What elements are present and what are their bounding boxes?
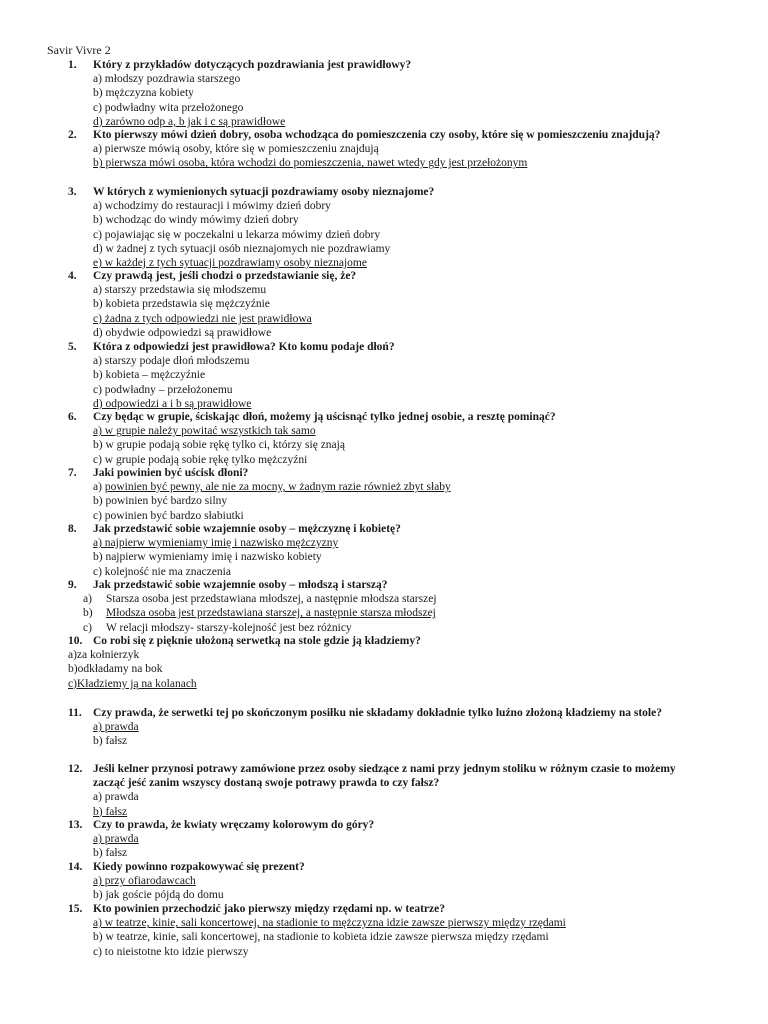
answer-option: a) pierwsze mówią osoby, które się w pomieszczeniu znajdują (93, 143, 379, 156)
question-text: Czy to prawda, że kwiaty wręczamy kolorowym do góry? (93, 819, 375, 831)
document-title: Savir Vivre 2 (47, 43, 111, 57)
question-text: Kto powinien przechodzić jako pierwszy między rzędami np. w teatrze? (93, 903, 445, 915)
question-14 (0, 860, 768, 903)
correct-answer-option: b) fałsz (93, 805, 128, 818)
question-text: Który z przykładów dotyczących pozdrawiania jest prawidłowy? (93, 59, 412, 71)
answer-option: b)odkładamy na bok (68, 663, 163, 676)
question-number: 7. (68, 467, 77, 479)
answer-option: b) w teatrze, kinie, sali koncertowej, na stadionie to kobieta idzie zawsze pierwsza między rzędami (93, 931, 549, 944)
question-9 (0, 578, 768, 635)
answer-option: d) w żadnej z tych sytuacji osób nieznajomych nie pozdrawiamy (93, 242, 391, 255)
correct-answer-option: d) odpowiedzi a i b są prawidłowe (93, 397, 252, 410)
answer-option: c) powinien być bardzo słabiutki (93, 509, 244, 522)
question-number: 4. (68, 270, 77, 282)
correct-answer-option: c)Kładziemy ją na kolanach (68, 677, 197, 690)
answer-option: b) fałsz (93, 847, 128, 860)
question-15 (0, 902, 768, 959)
answer-option: b) kobieta przedstawia się mężczyźnie (93, 298, 270, 311)
answer-option: a) prawda (93, 791, 139, 804)
question-number: 14. (68, 861, 83, 873)
answer-option: d) obydwie odpowiedzi są prawidłowe (93, 326, 272, 339)
correct-answer-option: e) w każdej z tych sytuacji pozdrawiamy osoby nieznajome (93, 257, 367, 270)
question-13 (0, 818, 768, 861)
correct-answer-option: a) przy ofiarodawcach (93, 875, 196, 888)
correct-answer-option: b) pierwsza mówi osoba, która wchodzi do pomieszczenia, nawet wtedy gdy jest przełożonym (93, 157, 528, 170)
answer-option: a) starszy podaje dłoń młodszemu (93, 355, 250, 368)
question-text: Która z odpowiedzi jest prawidłowa? Kto komu podaje dłoń? (93, 341, 395, 353)
question-text: Jak przedstawić sobie wzajemnie osoby – mężczyznę i kobietę? (93, 523, 401, 535)
answer-option: c) W relacji młodszy- starszy-kolejność jest bez różnicy (83, 621, 352, 634)
answer-option: b) jak goście pójdą do domu (93, 889, 224, 902)
question-number: 3. (68, 186, 77, 198)
question-number: 11. (68, 707, 82, 719)
question-text: Jak przedstawić sobie wzajemnie osoby – młodszą i starszą? (93, 579, 388, 591)
answer-option: b) najpierw wymieniamy imię i nazwisko kobiety (93, 551, 322, 564)
answer-option: a) wchodzimy do restauracji i mówimy dzień dobry (93, 200, 331, 213)
answer-option: b) fałsz (93, 735, 128, 748)
answer-option: b) wchodząc do windy mówimy dzień dobry (93, 214, 299, 227)
answer-option: a) Starsza osoba jest przedstawiana młodszej, a następnie młodsza starszej (83, 593, 437, 606)
question-4 (0, 269, 768, 340)
correct-answer-option: a) prawda (93, 833, 139, 846)
answer-option: c) podwładny – przełożonemu (93, 383, 233, 396)
question-2 (0, 128, 768, 171)
answer-option: c) pojawiając się w poczekalni u lekarza mówimy dzień dobry (93, 228, 381, 241)
question-7 (0, 466, 768, 523)
correct-answer-option: b) Młodsza osoba jest przedstawiana starszej, a następnie starsza młodszej (83, 607, 436, 620)
correct-answer-option: a) w teatrze, kinie, sali koncertowej, na stadionie to mężczyzna idzie zawsze pierwszy między rzędami (93, 917, 566, 930)
question-5 (0, 340, 768, 411)
question-text: Kiedy powinno rozpakowywać się prezent? (93, 861, 305, 873)
answer-option: b) mężczyzna kobiety (93, 87, 194, 100)
correct-answer-option: a) w grupie należy powitać wszystkich tak samo (93, 425, 316, 438)
correct-answer-option: c) żadna z tych odpowiedzi nie jest prawidłowa (93, 312, 312, 325)
answer-option: c) to nieistotne kto idzie pierwszy (93, 945, 249, 958)
question-8 (0, 522, 768, 579)
question-6 (0, 410, 768, 467)
answer-option: b) w grupie podają sobie rękę tylko ci, którzy się znają (93, 439, 345, 452)
question-text: Czy prawdą jest, jeśli chodzi o przedstawianie się, że? (93, 270, 357, 282)
question-11 (0, 706, 768, 749)
question-number: 13. (68, 819, 83, 831)
correct-answer-option: d) zarówno odp a, b jak i c są prawidłowe (93, 115, 286, 128)
correct-answer-option: a) najpierw wymieniamy imię i nazwisko mężczyzny (93, 537, 339, 550)
question-number: 6. (68, 411, 77, 423)
question-number: 1. (68, 59, 77, 71)
question-number: 5. (68, 341, 77, 353)
question-number: 9. (68, 579, 77, 591)
answer-option: b) powinien być bardzo silny (93, 495, 228, 508)
question-text: Co robi się z pięknie ułożoną serwetką na stole gdzie ją kładziemy? (93, 635, 421, 647)
question-text: Czy będąc w grupie, ściskając dłoń, możemy ją uścisnąć tylko jednej osobie, a resztę pominąć? (93, 411, 556, 423)
question-1 (0, 58, 768, 129)
correct-answer-option: a) prawda (93, 721, 139, 734)
question-number: 15. (68, 903, 83, 915)
question-text: W których z wymienionych sytuacji pozdrawiamy osoby nieznajome? (93, 186, 435, 198)
question-number: 2. (68, 129, 77, 141)
answer-option: b) kobieta – mężczyźnie (93, 369, 206, 382)
question-number: 8. (68, 523, 77, 535)
answer-option: c) podwładny wita przełożonego (93, 101, 244, 114)
answer-option: a)za kołnierzyk (68, 649, 140, 662)
answer-option: a) starszy przedstawia się młodszemu (93, 284, 267, 297)
question-number: 12. (68, 763, 83, 775)
question-text: Jaki powinien być uścisk dłoni? (93, 467, 249, 479)
question-3 (0, 185, 768, 270)
correct-answer-option: a) powinien być pewny, ale nie za mocny, w żadnym razie również zbyt słaby (93, 481, 451, 494)
question-text: Kto pierwszy mówi dzień dobry, osoba wchodząca do pomieszczenia czy osoby, które się w pomieszczeniu znajdują? (93, 129, 661, 141)
answer-option: c) kolejność nie ma znaczenia (93, 565, 231, 578)
question-text: Czy prawda, że serwetki tej po skończonym posiłku nie składamy dokładnie tylko luźno złożoną kładziemy na stole? (93, 707, 662, 719)
question-text: Jeśli kelner przynosi potrawy zamówione przez osoby siedzące z nami przy jednym stoliku w różnym czasie to możemy zacząć jeść zanim wszyscy dostaną swoje potrawy prawda to czy fałsz? (93, 763, 676, 790)
question-12 (0, 762, 768, 819)
answer-option: a) młodszy pozdrawia starszego (93, 73, 241, 86)
answer-option: c) w grupie podają sobie rękę tylko mężczyźni (93, 453, 308, 466)
question-number: 10. (68, 635, 83, 647)
question-10 (0, 634, 768, 691)
